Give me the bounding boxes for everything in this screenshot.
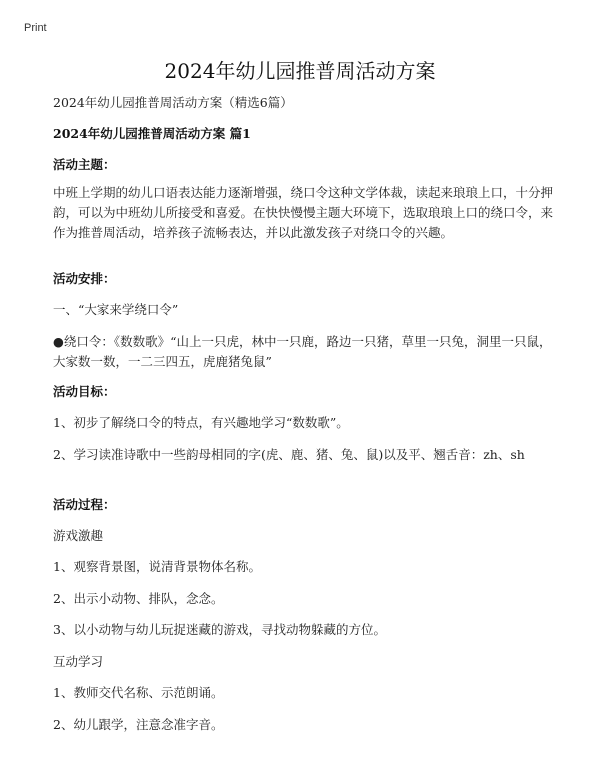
process-step: 3、以小动物与幼儿玩捉迷藏的游戏，寻找动物躲藏的方位。 (53, 622, 386, 637)
arrangement-heading: 活动安排： (53, 271, 116, 286)
game-heading: 游戏激趣 (53, 528, 104, 543)
arrangement-item: 一、“大家来学绕口令” (53, 302, 179, 317)
theme-paragraph: 中班上学期的幼儿口语表达能力逐渐增强，绕口令这种文学体裁，读起来琅琅上口，十分押韵，可以为中班幼儿所接受和喜爱。在快快慢慢主题大环境下，选取琅琅上口的绕口令，来作为推普周活动，培养孩子流畅表达，并以此激发孩子对绕口令的兴趣。 (53, 185, 554, 240)
goal-item: 2、学习读准诗歌中一些韵母相同的字(虎、鹿、猪、兔、鼠)以及平、翘舌音：zh、sh (53, 447, 525, 462)
process-step: 1、教师交代名称、示范朗诵。 (53, 685, 224, 700)
goals-heading: 活动目标： (53, 384, 116, 399)
process-step: 1、观察背景图，说清背景物体名称。 (53, 559, 261, 574)
document-subtitle: 2024年幼儿园推普周活动方案（精选6篇） (53, 95, 293, 110)
tongue-twister-text: ●绕口令：《数数歌》“山上一只虎，林中一只鹿，路边一只猪，草里一只兔，洞里一只鼠，大家数一数，一二三四五，虎鹿猪兔鼠” (53, 334, 552, 369)
section-title: 2024年幼儿园推普周活动方案 篇1 (53, 126, 251, 141)
goal-item: 1、初步了解绕口令的特点，有兴趣地学习“数数歌”。 (53, 415, 349, 430)
document-title: 2024年幼儿园推普周活动方案 (164, 59, 436, 83)
process-step: 2、出示小动物、排队，念念。 (53, 591, 224, 606)
theme-heading: 活动主题： (53, 157, 116, 172)
process-heading: 活动过程： (53, 497, 116, 512)
interact-heading: 互动学习 (53, 654, 104, 669)
print-link[interactable]: Print (24, 22, 47, 34)
process-step: 2、幼儿跟学，注意念准字音。 (53, 717, 224, 732)
